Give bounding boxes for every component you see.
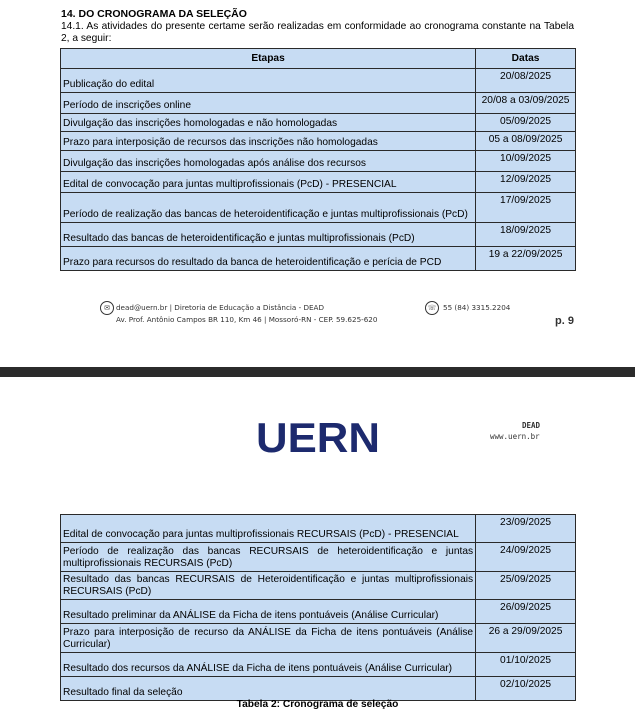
data-cell: 24/09/2025 <box>476 543 576 572</box>
dept-label: DEAD <box>522 421 541 430</box>
data-cell: 12/09/2025 <box>476 172 576 193</box>
data-cell: 17/09/2025 <box>476 193 576 223</box>
website-label: www.uern.br <box>490 432 540 441</box>
etapa-cell: Prazo para interposição de recurso da ANÁLISE da Ficha de itens pontuáveis (Análise Curricular) <box>61 624 476 653</box>
col-header-etapas: Etapas <box>61 49 476 69</box>
table-row <box>61 223 576 247</box>
footer-email-line <box>100 301 377 315</box>
page-divider <box>0 367 635 377</box>
data-cell: 02/10/2025 <box>476 677 576 701</box>
table-row <box>61 600 576 624</box>
section-title: 14. DO CRONOGRAMA DA SELEÇÃO <box>61 8 247 20</box>
table-row <box>61 172 576 193</box>
data-cell: 26 a 29/09/2025 <box>476 624 576 653</box>
etapa-cell: Publicação do edital <box>61 69 476 93</box>
table-row <box>61 151 576 172</box>
data-cell: 23/09/2025 <box>476 515 576 543</box>
data-cell: 05 a 08/09/2025 <box>476 132 576 151</box>
footer-phone-text: 55 (84) 3315.2204 <box>443 303 511 312</box>
table-row <box>61 543 576 572</box>
data-cell: 01/10/2025 <box>476 653 576 677</box>
data-cell: 18/09/2025 <box>476 223 576 247</box>
etapa-cell: Período de inscrições online <box>61 93 476 114</box>
phone-icon: ☏ <box>425 301 439 315</box>
etapa-cell: Resultado das bancas RECURSAIS de Heteroidentificação e juntas multiprofissionais RECURSAIS (PcD) <box>61 572 476 600</box>
etapa-cell: Divulgação das inscrições homologadas e não homologadas <box>61 114 476 132</box>
etapa-cell: Resultado dos recursos da ANÁLISE da Ficha de itens pontuáveis (Análise Curricular) <box>61 653 476 677</box>
table-caption: Tabela 2: Cronograma de seleção <box>236 699 399 710</box>
data-cell: 05/09/2025 <box>476 114 576 132</box>
schedule-table-part-2 <box>60 514 576 701</box>
table-row <box>61 653 576 677</box>
table-row <box>61 132 576 151</box>
table-row <box>61 114 576 132</box>
section-intro: 14.1. As atividades do presente certame serão realizadas em conformidade ao cronograma constante na Tabela 2, a seguir: <box>61 21 574 44</box>
table-row <box>61 677 576 701</box>
table-row <box>61 193 576 223</box>
etapa-cell: Período de realização das bancas de heteroidentificação e juntas multiprofissionais (PcD) <box>61 193 476 223</box>
etapa-cell: Resultado final da seleção <box>61 677 476 701</box>
data-cell: 25/09/2025 <box>476 572 576 600</box>
schedule-table-part-1 <box>60 48 576 271</box>
table-row <box>61 69 576 93</box>
footer-address: Av. Prof. Antônio Campos BR 110, Km 46 | Mossoró-RN - CEP. 59.625-620 <box>116 315 378 324</box>
data-cell: 26/09/2025 <box>476 600 576 624</box>
table-row <box>61 624 576 653</box>
etapa-cell: Resultado preliminar da ANÁLISE da Ficha de itens pontuáveis (Análise Curricular) <box>61 600 476 624</box>
data-cell: 10/09/2025 <box>476 151 576 172</box>
mail-icon: ✉ <box>100 301 114 315</box>
col-header-datas: Datas <box>476 49 576 69</box>
data-cell: 20/08/2025 <box>476 69 576 93</box>
etapa-cell: Edital de convocação para juntas multiprofissionais RECURSAIS (PcD) - PRESENCIAL <box>61 515 476 543</box>
etapa-cell: Edital de convocação para juntas multiprofissionais (PcD) - PRESENCIAL <box>61 172 476 193</box>
page-footer <box>100 301 377 325</box>
etapa-cell: Período de realização das bancas RECURSAIS de heteroidentificação e juntas multiprofissionais RECURSAIS (PcD) <box>61 543 476 572</box>
table-row <box>61 515 576 543</box>
etapa-cell: Resultado das bancas de heteroidentificação e juntas multiprofissionais (PcD) <box>61 223 476 247</box>
page-number: p. 9 <box>555 315 574 327</box>
document-page-2 <box>0 377 635 720</box>
footer-phone <box>425 301 510 315</box>
uern-logo <box>255 417 381 457</box>
etapa-cell: Prazo para recursos do resultado da banca de heteroidentificação e perícia de PCD <box>61 247 476 271</box>
footer-email-text: dead@uern.br | Diretoria de Educação a Distância - DEAD <box>116 303 325 312</box>
etapa-cell: Prazo para interposição de recursos das inscrições não homologadas <box>61 132 476 151</box>
table-header-row <box>61 49 576 69</box>
data-cell: 19 a 22/09/2025 <box>476 247 576 271</box>
table-row <box>61 93 576 114</box>
table-row <box>61 572 576 600</box>
data-cell: 20/08 a 03/09/2025 <box>476 93 576 114</box>
etapa-cell: Divulgação das inscrições homologadas após análise dos recursos <box>61 151 476 172</box>
table-row <box>61 247 576 271</box>
svg-text:UERN: UERN <box>256 417 380 457</box>
